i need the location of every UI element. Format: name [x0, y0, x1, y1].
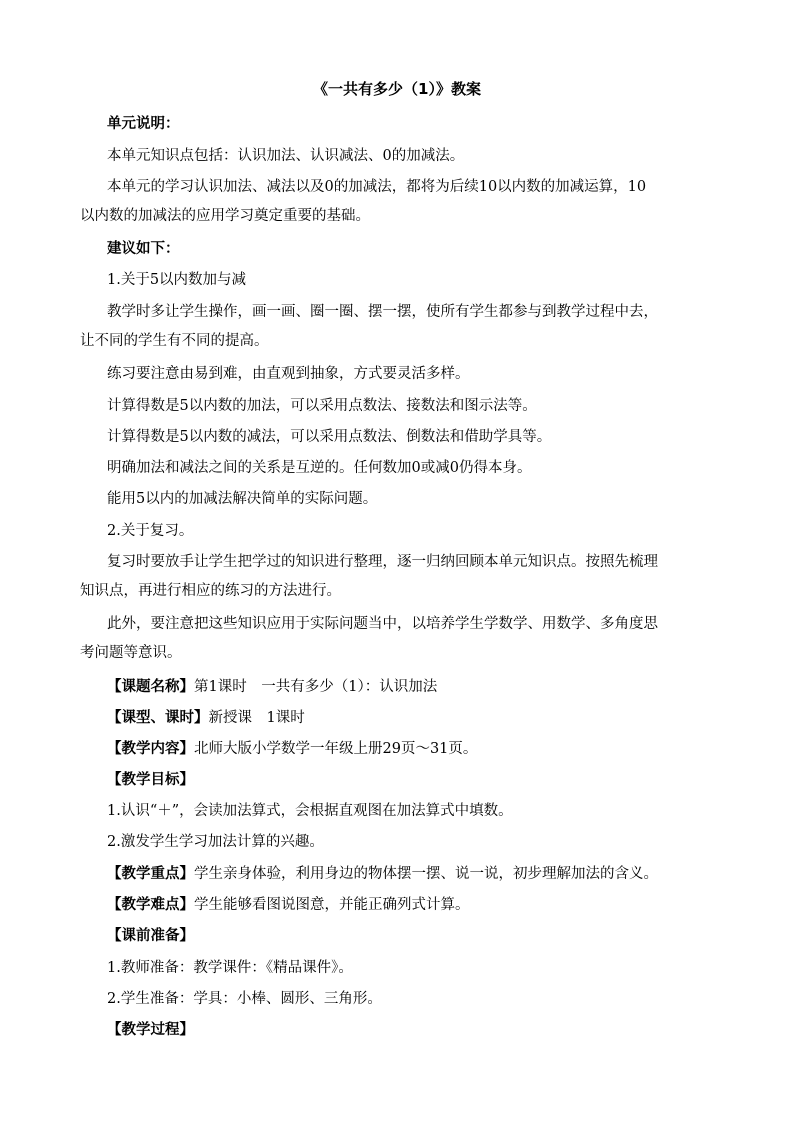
topic-row — [107, 676, 707, 698]
unit-paragraph-1: 本单元知识点包括：认识加法、认识减法、0的加减法。 — [107, 148, 465, 164]
type-value: 新授课 1课时 — [208, 710, 305, 726]
content-row — [107, 738, 707, 760]
prep-item-1: 1.教师准备：教学课件：《精品课件》。 — [107, 960, 353, 976]
section-1-title: 1.关于5以内数加与减 — [107, 272, 247, 288]
key-row — [107, 863, 707, 885]
section-1-paragraph-2: 练习要注意由易到难，由直观到抽象，方式要灵活多样。 — [107, 366, 470, 382]
section-1-paragraph-4: 计算得数是5以内数的减法，可以采用点数法、倒数法和借助学具等。 — [107, 429, 552, 445]
document-title: 《一共有多少（1）》教案 — [313, 80, 481, 98]
section-2-paragraph-2-line-1: 此外，要注意把这些知识应用于实际问题当中，以培养学生学数学、用数学、多角度思 — [107, 616, 658, 632]
difficulty-row — [107, 894, 707, 916]
content-label: 【教学内容】 — [107, 741, 194, 757]
type-label: 【课型、课时】 — [107, 710, 209, 726]
unit-paragraph-2-line-1: 本单元的学习认识加法、减法以及0的加减法，都将为后续10以内数的加减运算，10 — [107, 179, 647, 195]
content-value: 北师大版小学数学一年级上册29页～31页。 — [194, 741, 478, 757]
prep-label: 【课前准备】 — [107, 928, 194, 944]
section-1-paragraph-1-line-2: 让不同的学生有不同的提高。 — [80, 333, 269, 349]
goal-item-1: 1.认识“＋”，会读加法算式，会根据直观图在加法算式中填数。 — [107, 803, 513, 819]
section-1-paragraph-3: 计算得数是5以内数的加法，可以采用点数法、接数法和图示法等。 — [107, 398, 537, 414]
unit-paragraph-2-line-2: 以内数的加减法的应用学习奠定重要的基础。 — [80, 208, 370, 224]
type-row — [107, 707, 707, 729]
goal-label: 【教学目标】 — [107, 772, 194, 788]
suggest-heading: 建议如下： — [107, 241, 180, 257]
process-label: 【教学过程】 — [107, 1022, 194, 1038]
difficulty-label: 【教学难点】 — [107, 897, 194, 913]
section-2-paragraph-1-line-1: 复习时要放手让学生把学过的知识进行整理，逐一归纳回顾本单元知识点。按照先梳理 — [107, 554, 658, 570]
section-2-title: 2.关于复习。 — [107, 523, 194, 539]
section-1-paragraph-6: 能用5以内的加减法解决简单的实际问题。 — [107, 491, 378, 507]
prep-item-2: 2.学生准备：学具：小棒、圆形、三角形。 — [107, 991, 382, 1007]
section-1-paragraph-5: 明确加法和减法之间的关系是互逆的。任何数加0或减0仍得本身。 — [107, 460, 532, 476]
unit-heading: 单元说明： — [107, 116, 180, 132]
topic-label: 【课题名称】 — [107, 679, 194, 695]
section-2-paragraph-1-line-2: 知识点，再进行相应的练习的方法进行。 — [80, 583, 341, 599]
section-1-paragraph-1-line-1: 教学时多让学生操作，画一画、圈一圈、摆一摆，使所有学生都参与到教学过程中去， — [107, 304, 658, 320]
goal-item-2: 2.激发学生学习加法计算的兴趣。 — [107, 834, 324, 850]
difficulty-value: 学生能够看图说图意，并能正确列式计算。 — [194, 897, 470, 913]
section-2-paragraph-2-line-2: 考问题等意识。 — [80, 645, 182, 661]
topic-value: 第1课时 一共有多少（1）：认识加法 — [194, 679, 438, 695]
key-label: 【教学重点】 — [107, 866, 194, 882]
key-value: 学生亲身体验，利用身边的物体摆一摆、说一说，初步理解加法的含义。 — [194, 866, 658, 882]
